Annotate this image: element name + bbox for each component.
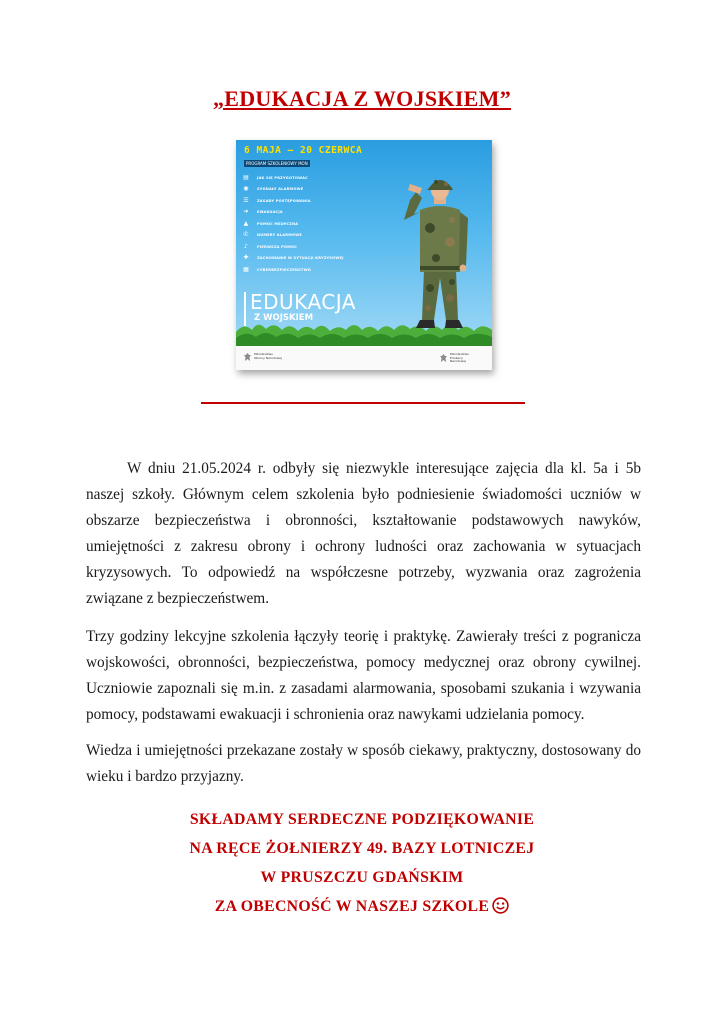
smiley-icon bbox=[492, 897, 509, 914]
eagle-emblem-icon bbox=[440, 354, 447, 362]
thanks-line: W PRUSZCZU GDAŃSKIM bbox=[260, 869, 464, 886]
poster-topic: ✆ NUMERY ALARMOWE bbox=[243, 231, 303, 239]
thanks-line: SKŁADAMY SERDECZNE PODZIĘKOWANIE bbox=[189, 811, 535, 828]
paragraph-summary: Wiedza i umiejętności przekazane zostały w sposób ciekawy, praktyczny, dostosowany do wieku i bardzo przyjazny. bbox=[86, 742, 641, 785]
poster-image bbox=[236, 140, 492, 370]
arrow-right-icon: ➜ bbox=[243, 208, 249, 216]
poster-topic: ➜ EWAKUACJA bbox=[243, 208, 283, 216]
poster-topic: ▤ JAK SIĘ PRZYGOTOWAĆ bbox=[243, 173, 308, 181]
poster-subheading: Z WOJSKIEM bbox=[254, 313, 314, 323]
cross-icon: ✚ bbox=[243, 254, 249, 262]
phone-icon: ✆ bbox=[243, 231, 249, 239]
alarm-icon: ◉ bbox=[243, 185, 249, 193]
warning-icon: ▲ bbox=[243, 219, 249, 227]
paragraph-details: Trzy godziny lekcyjne szkolenia łączyły teorię i praktykę. Zawierały treści z pogranicza wojskowości, obronności, bezpieczeństwa, pomocy medycznej oraz obrony cywilnej. Uczniowie zapoznali się m.in. z zasadami alarmowania, sposobami szukania i wzywania pomocy, podstawami ewakuacji i schronienia oraz nawykami udzielania pomocy. bbox=[86, 628, 641, 723]
thanks-block bbox=[0, 805, 724, 921]
poster-topic: ▲ POMOC MEDYCZNA bbox=[243, 219, 299, 227]
divider-line bbox=[201, 402, 525, 404]
document-icon: ▤ bbox=[243, 173, 249, 181]
mon-logo bbox=[244, 353, 282, 361]
men-logo-text: Ministerstwo Edukacji Narodowej bbox=[450, 352, 470, 364]
calendar-icon: ▦ bbox=[243, 265, 249, 273]
poster-dates: 6 MAJA – 20 CZERWCA bbox=[244, 145, 363, 156]
page-title: „EDUKACJA Z WOJSKIEM” bbox=[212, 86, 512, 111]
eagle-emblem-icon bbox=[244, 353, 251, 361]
poster-topic: ☰ ZASADY POSTĘPOWANIA bbox=[243, 196, 311, 204]
poster-topic: ✚ ZACHOWANIE W SYTUACJI KRYZYSOWEJ bbox=[243, 254, 344, 262]
poster-topic: ▦ CYBERBEZPIECZEŃSTWO bbox=[243, 265, 311, 273]
bell-icon: ♪ bbox=[243, 242, 249, 250]
poster-sky bbox=[236, 140, 492, 346]
thanks-line: NA RĘCE ŻOŁNIERZY 49. BAZY LOTNICZEJ bbox=[189, 840, 535, 857]
poster-topic: ♪ PIERWSZA POMOC bbox=[243, 242, 298, 250]
thanks-line-final: ZA OBECNOŚĆ W NASZEJ SZKOLE bbox=[0, 892, 724, 921]
list-icon: ☰ bbox=[243, 196, 249, 204]
mon-logo-text: Ministerstwo Obrony Narodowej bbox=[254, 352, 282, 360]
poster-footer bbox=[236, 346, 492, 370]
saluting-soldier-illustration bbox=[396, 170, 486, 342]
poster-topic: ◉ SYGNAŁY ALARMOWE bbox=[243, 185, 304, 193]
poster-heading: EDUKACJA bbox=[250, 290, 356, 314]
paragraph-intro: W dniu 21.05.2024 r. odbyły się niezwykle interesujące zajęcia dla kl. 5a i 5b naszej szkoły. Głównym celem szkolenia było podniesienie świadomości uczniów w obszarze bezpieczeństwa i obronności, kształtowanie podstawowych nawyków, umiejętności z zakresu obrony i ochrony ludności oraz zachowania w sytuacjach kryzysowych. To odpowiedź na współczesne potrzeby, wyzwania oraz zagrożenia związane z bezpieczeństwem. bbox=[86, 460, 641, 607]
poster-topic-list bbox=[243, 172, 344, 276]
heading-bar bbox=[244, 292, 246, 326]
men-logo bbox=[440, 353, 478, 364]
poster-tagline: PROGRAM SZKOLENIOWY MON bbox=[246, 161, 308, 166]
